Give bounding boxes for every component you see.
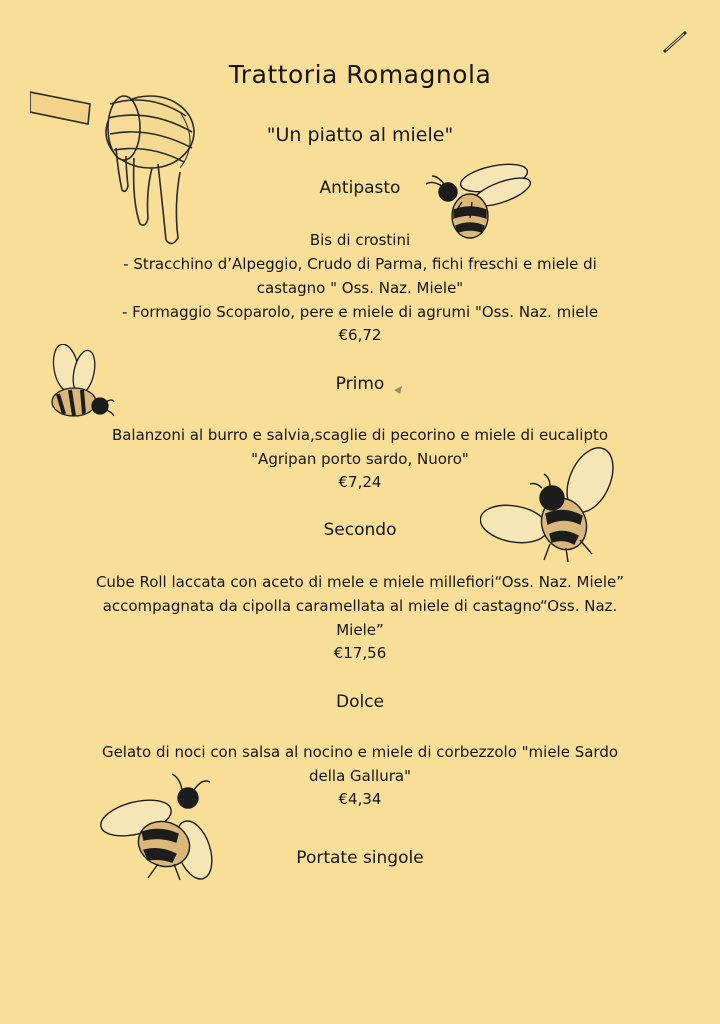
secondo-price: €17,56 — [333, 644, 387, 662]
dolce-price: €4,34 — [338, 790, 382, 808]
pen-mark-icon — [660, 28, 690, 58]
portate-singole-label: Portate singole — [296, 848, 424, 868]
menu-theme: "Un piatto al miele" — [266, 124, 454, 146]
bee-icon — [98, 768, 222, 884]
restaurant-title: Trattoria Romagnola — [228, 60, 492, 89]
antipasto-description-line-1: - Stracchino d’Alpeggio, Crudo di Parma, fichi freschi e miele di — [123, 255, 597, 273]
antipasto-description-line-2: castagno " Oss. Naz. Miele" — [256, 279, 464, 297]
section-secondo-heading: Secondo — [323, 520, 397, 540]
bee-icon — [480, 444, 620, 564]
secondo-description-line-1: Cube Roll laccata con aceto di mele e miele millefiori“Oss. Naz. Miele” — [95, 573, 625, 591]
dolce-description-line-1: Gelato di noci con salsa al nocino e miele di corbezzolo "miele Sardo — [101, 743, 619, 761]
section-dolce-heading: Dolce — [335, 692, 385, 712]
dolce-description-line-2: della Gallura" — [309, 767, 411, 785]
bee-icon — [44, 344, 116, 424]
antipasto-description-line-3: - Formaggio Scoparolo, pere e miele di agrumi "Oss. Naz. miele — [121, 303, 599, 321]
primo-description-line-2: "Agripan porto sardo, Nuoro" — [251, 450, 469, 468]
bee-icon — [424, 158, 534, 244]
smudge-mark-icon — [392, 384, 404, 396]
section-primo-heading: Primo — [335, 374, 385, 394]
secondo-description-line-3: Miele” — [336, 621, 384, 639]
antipasto-price: €6,72 — [338, 326, 382, 344]
antipasto-dish-name: Bis di crostini — [309, 231, 411, 249]
secondo-description-line-2: accompagnata da cipolla caramellata al miele di castagno“Oss. Naz. — [102, 597, 618, 615]
primo-description-line-1: Balanzoni al burro e salvia,scaglie di pecorino e miele di eucalipto — [111, 426, 609, 444]
primo-price: €7,24 — [338, 473, 382, 491]
honey-dipper-icon — [30, 82, 200, 252]
section-antipasto-heading: Antipasto — [319, 178, 401, 198]
